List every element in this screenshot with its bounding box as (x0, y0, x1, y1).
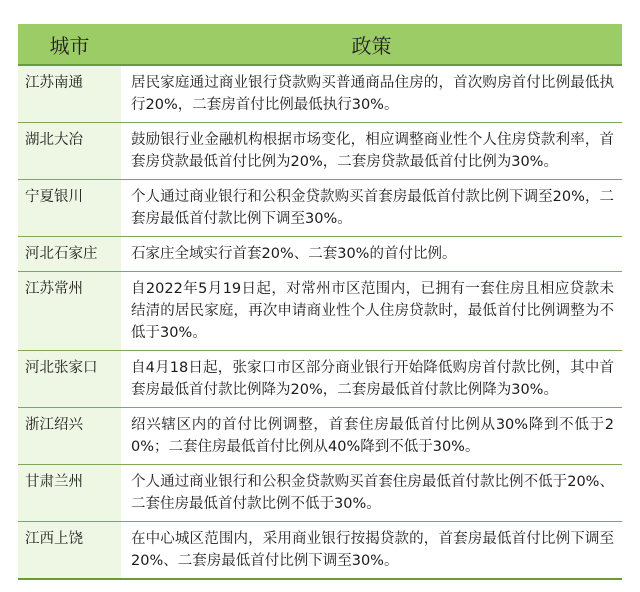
city-cell: 江西上饶 (18, 522, 121, 580)
policy-cell: 个人通过商业银行和公积金贷款购买首套房最低首付款比例下调至20%，二套房最低首付款比例下调至30%。 (121, 180, 622, 237)
policy-cell: 自4月18日起，张家口市区部分商业银行开始降低购房首付款比例，其中首套房最低首付款比例降为20%，二套房最低首付款比例降为30%。 (121, 351, 622, 408)
city-cell: 湖北大冶 (18, 123, 121, 180)
table-row (18, 237, 622, 272)
city-cell: 河北石家庄 (18, 237, 121, 272)
city-cell: 河北张家口 (18, 351, 121, 408)
city-cell: 甘肃兰州 (18, 465, 121, 522)
table-row (18, 408, 622, 465)
city-cell: 浙江绍兴 (18, 408, 121, 465)
table-row (18, 465, 622, 522)
table-row (18, 65, 622, 123)
city-cell: 江苏南通 (18, 65, 121, 123)
city-cell: 宁夏银川 (18, 180, 121, 237)
table-header-row (18, 24, 622, 65)
table-row (18, 180, 622, 237)
table-row (18, 351, 622, 408)
header-policy: 政策 (121, 24, 622, 65)
city-cell: 江苏常州 (18, 272, 121, 351)
policy-cell: 石家庄全域实行首套20%、二套30%的首付比例。 (121, 237, 622, 272)
policy-cell: 绍兴辖区内的首付比例调整，首套住房最低首付比例从30%降到不低于20%；二套住房最低首付比例从40%降到不低于30%。 (121, 408, 622, 465)
table-row (18, 522, 622, 580)
policy-cell: 鼓励银行业金融机构根据市场变化，相应调整商业性个人住房贷款利率，首套房贷款最低首付比例为20%，二套房贷款最低首付比例为30%。 (121, 123, 622, 180)
header-city: 城市 (18, 24, 121, 65)
table-row (18, 123, 622, 180)
policy-cell: 自2022年5月19日起，对常州市区范围内，已拥有一套住房且相应贷款未结清的居民家庭，再次申请商业性个人住房贷款时，最低首付比例调整为不低于30%。 (121, 272, 622, 351)
policy-cell: 个人通过商业银行和公积金贷款购买首套住房最低首付款比例不低于20%、二套住房最低首付款比例不低于30%。 (121, 465, 622, 522)
policy-table (18, 24, 622, 580)
policy-cell: 居民家庭通过商业银行贷款购买普通商品住房的，首次购房首付比例最低执行20%，二套房首付比例最低执行30%。 (121, 65, 622, 123)
policy-cell: 在中心城区范围内，采用商业银行按揭贷款的，首套房最低首付比例下调至20%、二套房最低首付比例下调至30%。 (121, 522, 622, 580)
table-row (18, 272, 622, 351)
